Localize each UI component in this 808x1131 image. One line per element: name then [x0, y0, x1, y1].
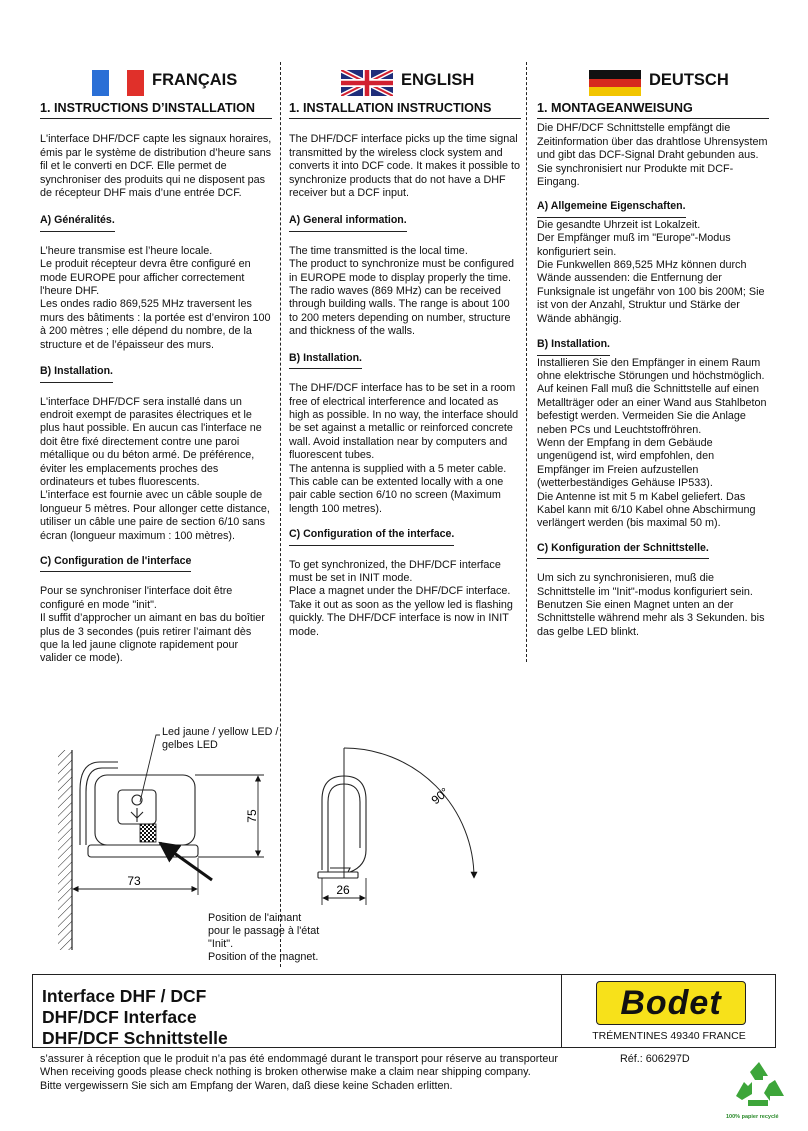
led-label: Led jaune / yellow LED / gelbes LED	[162, 726, 279, 751]
subsection-title: B) Installation.	[289, 352, 362, 369]
subsection-title: B) Installation.	[40, 365, 113, 382]
product-title-box	[32, 974, 776, 1048]
brand-block	[561, 975, 776, 1047]
device-side-view	[318, 776, 366, 878]
product-title-en: DHF/DCF Interface	[42, 1007, 197, 1027]
product-title-fr: Interface DHF / DCF	[42, 986, 207, 1006]
subsection-title: B) Installation.	[537, 338, 610, 355]
device-front-view	[80, 762, 198, 857]
subsection-title: A) Allgemeine Eigenschaften.	[537, 200, 686, 217]
subsection-body: Pour se synchroniser l'interface doit être configuré en mode "init". Il suffit d’approcher un aimant en bas du boîtier plus de 3 secondes (puis retirer l’aimant dès que la led jaune clignote rapidement pour valider ce mode).	[40, 585, 265, 665]
magnet-arrow	[160, 843, 212, 880]
bodet-logo	[596, 981, 746, 1025]
intro-paragraph: Die DHF/DCF Schnittstelle empfängt die Zeitinformation über das drahtlose Uhrensystem und gibt das DCF-Signal Draht gebunden aus. Sie synchronisiert nur Produkte mit DCF-Eingang.	[537, 122, 768, 189]
intro-paragraph: The DHF/DCF interface picks up the time signal transmitted by the wireless clock system and converts it into DCF code. It makes it possible to synchronize products that do not have a DHF receiver but a DCF input.	[289, 133, 521, 200]
recycle-text: 100% papier recyclé	[726, 1114, 779, 1120]
note-de: Bitte vergewissern Sie sich am Empfang der Waren, daß diese keine Schaden erlitten.	[40, 1079, 453, 1092]
reference-number: Réf.: 606297D	[620, 1053, 690, 1065]
subsection-body: The DHF/DCF interface has to be set in a room free of electrical interference and located as high as possible. In no way, the interface should be set against a metallic or reinforced concrete wall. Avoid installation near by computers and fluorescent tubes. The antenna is supplied with a 5 meter cable. This cable can be extented locally with a one pair cable section 6/10 no screen (Maximum length 100 metres).	[289, 382, 519, 515]
language-name: ENGLISH	[401, 71, 475, 89]
subsection-body: To get synchronized, the DHF/DCF interface must be set in INIT mode. Place a magnet under the DHF/DCF interface. Take it out as soon as the yellow led is flashing quickly. The DHF/DCF interface is now in INIT mode.	[289, 558, 513, 638]
subsection-body: The time transmitted is the local time. The product to synchronize must be configured in EUROPE mode to display properly the time. The radio waves (869 MHz) can be received through building walls. The range is about 100 to 200 meters depending on number, structure and thickness of the walls.	[289, 244, 515, 338]
language-name: FRANÇAIS	[152, 71, 238, 89]
magnet-label: Position de l'aimant pour le passage à l'état "Init". Position of the magnet.	[208, 912, 320, 963]
rotation-arc	[344, 748, 474, 878]
depth-dimension-label: 26	[336, 883, 350, 897]
subsection-body: L'interface DHF/DCF sera installé dans un endroit exempt de parasites électriques et le plus haut possible. En aucun cas l'interface ne doit être fixé directement contre une paroi métallique ou du béton armé. De préférence, éviter les emplacements proches des ordinateurs et tubes fluorescents. L’interface est fournie avec un câble souple de longueur 5 mètres. Pour allonger cette distance, utiliser un câble une paire de section 6/10 sans écran (longueur maximum : 100 mètres).	[40, 395, 270, 542]
subsection-body: Die gesandte Uhrzeit ist Lokalzeit. Der Empfänger muß im "Europe"-Modus konfiguriert sein. Die Funkwellen 869,525 MHz können durch Wände aussenden: die Entfernung der Funksignale ist ungefähr von 100 bis 200M; Sie ist von der Anzahl, Struktur und Stärke der Wände abhängig.	[537, 218, 765, 325]
subsection-title: C) Konfiguration der Schnittstelle.	[537, 542, 709, 559]
height-dimension-label: 75	[245, 809, 259, 823]
language-name: DEUTSCH	[649, 71, 729, 89]
brand-name: Bodet	[620, 984, 722, 1022]
note-fr: s’assurer à réception que le produit n’a pas été endommagé durant le transport pour réserve au transporteur	[40, 1053, 558, 1065]
recycle-icon	[728, 1060, 790, 1112]
section-heading: 1. INSTRUCTIONS D’INSTALLATION	[40, 102, 272, 119]
note-en: When receiving goods please check nothing is broken otherwise make a claim near shipping company.	[40, 1066, 531, 1079]
subsection-title: A) General information.	[289, 214, 407, 231]
company-address: TRÉMENTINES 49340 FRANCE	[592, 1030, 746, 1042]
subsection-title: C) Configuration de l'interface	[40, 555, 191, 572]
subsection-body: L’heure transmise est l’heure locale. Le produit récepteur devra être configuré en mode EUROPE pour afficher correctement l'heure DHF. Les ondes radio 869,525 MHz traversent les murs des bâtiments : la portée est d’environ 100 à 200 mètres ; elle dépend du nombre, de la structure et de l’épaisseur des murs.	[40, 244, 271, 351]
product-titles	[42, 986, 228, 1049]
subsection-title: C) Configuration of the interface.	[289, 528, 454, 545]
section-heading: 1. INSTALLATION INSTRUCTIONS	[289, 102, 521, 119]
angle-label: 90°	[428, 784, 452, 808]
width-dimension-label: 73	[127, 874, 141, 888]
section-heading: 1. MONTAGEANWEISUNG	[537, 102, 769, 119]
subsection-body: Installieren Sie den Empfänger in einem Raum ohne elektrische Störungen und höchstmöglich. Auf keinen Fall muß die Schnittstelle auf einen Metallträger oder an einer Wand aus Stahlbeton befestigt werden. Vermeiden Sie die Anlage neben PCs und Leuchtstoffröhren. Wenn der Empfang in dem Gebäude ungenügend ist, wird empfohlen, den Empfänger im Freien aufzustellen (wetterbeständiges Gehäuse IP533). Die Antenne ist mit 5 m Kabel geliefert. Das Kabel kann mit 6/10 Kabel ohne Abschirmung verlängert werden (bis maximal 50 m).	[537, 356, 767, 530]
subsection-title: A) Généralités.	[40, 214, 115, 231]
led-pointer	[140, 735, 160, 802]
shipping-notes	[40, 1053, 558, 1093]
magnet-marker	[140, 824, 156, 842]
subsection-body: Um sich zu synchronisieren, muß die Schnittstelle im "Init"-modus konfiguriert sein. Benutzen Sie einen Magnet unten an der Schnittstelle während mehr als 3 Sekunden. bis das gelbe LED blinkt.	[537, 572, 765, 638]
intro-paragraph: L'interface DHF/DCF capte les signaux horaires, émis par le système de distribution d’heure sans fil et le converti en DCF. Elle permet de synchroniser des produits qui ne disposent pas de récepteur DHF mais d’une entrée DCF.	[40, 133, 272, 200]
wall-hatching	[58, 750, 72, 950]
product-title-de: DHF/DCF Schnittstelle	[42, 1028, 228, 1048]
